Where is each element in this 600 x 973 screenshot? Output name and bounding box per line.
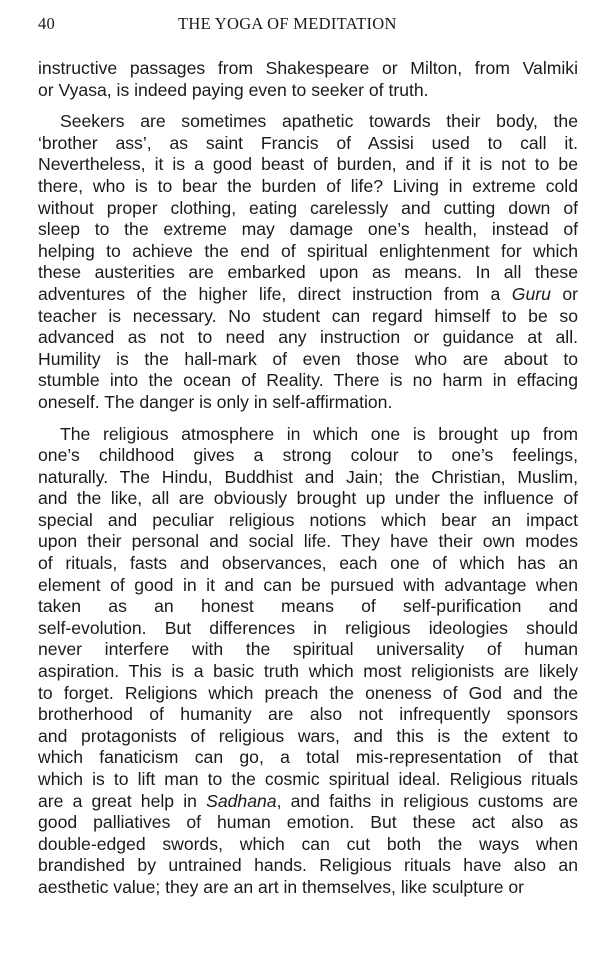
text-line: Seekers are sometimes apathetic towards their body, the xyxy=(60,111,578,132)
text-line: to forget. Religions which preach the oneness of God and the xyxy=(38,682,578,703)
text-line: special and peculiar religious notions which bear an impact xyxy=(38,509,578,530)
text-line: naturally. The Hindu, Buddhist and Jain; the Christian, Muslim, xyxy=(38,466,578,487)
text-line: or Vyasa, is indeed paying even to seeker of truth. xyxy=(38,79,429,100)
text-line: of rituals, fasts and observances, each one of which has an xyxy=(38,553,578,574)
text-line: double-edged swords, which can cut both the ways when xyxy=(38,833,578,854)
text-line: adventures of the higher life, direct instruction from a Guru or xyxy=(38,283,578,304)
text-line: taken as an honest means of self-purification and xyxy=(38,596,578,617)
text-line: brandished by untrained hands. Religious rituals have also an xyxy=(38,855,578,876)
text-line: sleep to the extreme may damage one’s health, instead of xyxy=(38,219,578,240)
running-head: THE YOGA OF MEDITATION xyxy=(178,14,397,33)
text-line: without proper clothing, eating carelessly and cutting down of xyxy=(38,197,578,218)
text-line: stumble into the ocean of Reality. There is no harm in effacing xyxy=(38,370,578,391)
text-line: and the like, all are obviously brought up under the influence of xyxy=(38,488,578,509)
text-line: instructive passages from Shakespeare or Milton, from Valmiki xyxy=(38,58,578,78)
paragraph-p2 xyxy=(38,111,578,413)
text-line: good palliatives of human emotion. But these act also as xyxy=(38,812,578,833)
text-line: which fanaticism can go, a total mis-representation of that xyxy=(38,747,578,768)
text-line: advanced as not to need any instruction or guidance at all. xyxy=(38,327,578,348)
text-line: ‘brother ass’, as saint Francis of Assisi used to call it. xyxy=(38,132,578,153)
paragraph-p3 xyxy=(38,424,578,899)
paragraph-p1 xyxy=(38,58,578,101)
text-line: oneself. The danger is only in self-affirmation. xyxy=(38,391,393,412)
text-line: upon their personal and social life. They have their own modes xyxy=(38,531,578,552)
text-line: never interfere with the spiritual universality of human xyxy=(38,639,578,660)
text-line: brotherhood of humanity are also not infrequently sponsors xyxy=(38,704,578,725)
text-line: are a great help in Sadhana, and faiths in religious customs are xyxy=(38,790,578,811)
text-line: teacher is necessary. No student can regard himself to be so xyxy=(38,305,578,326)
text-line: element of good in it and can be pursued with advantage when xyxy=(38,574,578,595)
text-line: aspiration. This is a basic truth which most religionists are likely xyxy=(38,661,578,682)
page-number: 40 xyxy=(38,14,56,33)
page-header xyxy=(38,14,572,40)
text-line: these austerities are embarked upon as means. In all these xyxy=(38,262,578,283)
text-line: which is to lift man to the cosmic spiritual ideal. Religious rituals xyxy=(38,769,578,789)
text-line: self-evolution. But differences in religious ideologies should xyxy=(38,617,578,638)
text-line: Nevertheless, it is a good beast of burden, and if it is not to be xyxy=(38,154,578,175)
text-line: Humility is the hall-mark of even those who are about to xyxy=(38,348,578,369)
text-line: The religious atmosphere in which one is brought up from xyxy=(60,423,578,444)
body-text xyxy=(38,58,578,899)
text-line: one’s childhood gives a strong colour to one’s feelings, xyxy=(38,445,578,466)
text-line: and protagonists of religious wars, and this is the extent to xyxy=(38,725,578,746)
text-line: there, who is to bear the burden of life? Living in extreme cold xyxy=(38,175,578,196)
text-line: helping to achieve the end of spiritual enlightenment for which xyxy=(38,240,578,261)
text-line: aesthetic value; they are an art in themselves, like sculpture or xyxy=(38,876,525,897)
